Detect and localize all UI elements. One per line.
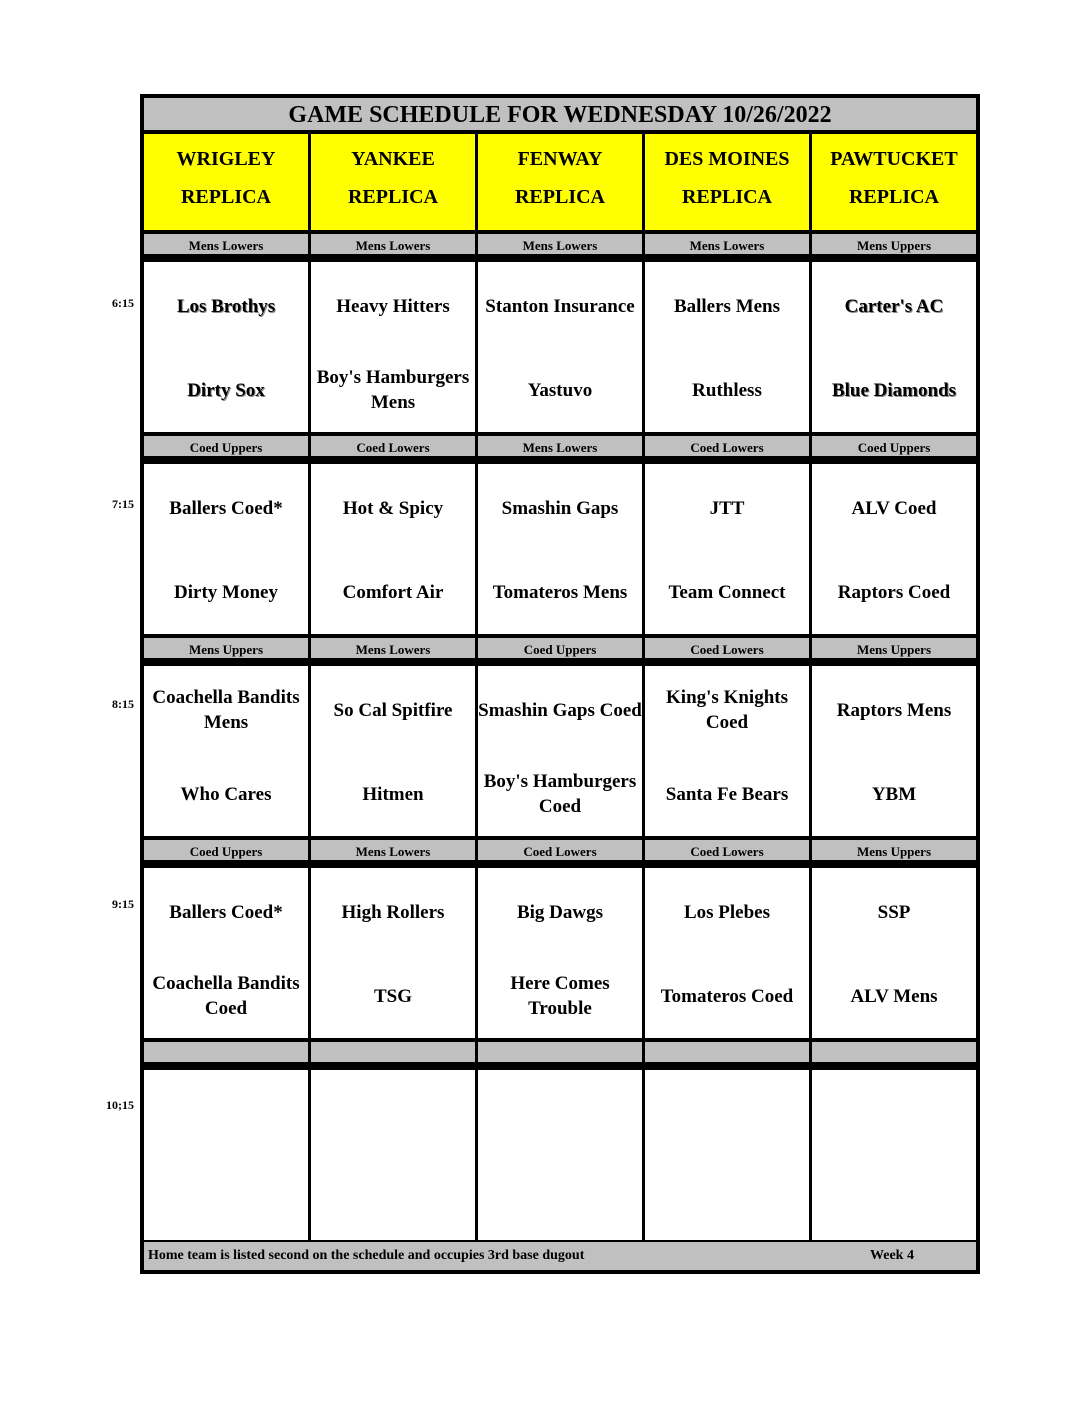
home-team: Raptors Coed — [837, 581, 951, 603]
division-label: Coed Lowers — [645, 434, 809, 458]
game-cell — [478, 462, 642, 634]
away-team: Smashin Gaps Coed — [478, 699, 642, 721]
home-team: Hitmen — [362, 783, 424, 805]
game-cell — [144, 462, 308, 634]
home-team: YBM — [871, 783, 917, 805]
division-label: Coed Uppers — [812, 434, 976, 458]
away-team: Los Plebes — [683, 901, 771, 923]
home-team: Team Connect — [668, 581, 786, 603]
field-name: DES MOINES — [664, 148, 790, 170]
game-cell — [311, 462, 475, 634]
home-team: Tomateros Mens — [492, 581, 628, 603]
field-subtitle: REPLICA — [848, 186, 939, 208]
game-cell — [144, 260, 308, 432]
home-team: Who Cares — [180, 783, 272, 805]
schedule-title: GAME SCHEDULE FOR WEDNESDAY 10/26/2022 — [144, 98, 976, 132]
division-label: Mens Lowers — [478, 434, 642, 458]
division-label — [144, 1040, 308, 1064]
away-team — [144, 1084, 308, 1144]
field-subtitle: REPLICA — [180, 186, 271, 208]
game-cell — [812, 866, 976, 1038]
away-team: SSP — [877, 901, 911, 923]
away-team: ALV Coed — [851, 497, 937, 519]
away-team: Heavy Hitters — [336, 295, 450, 317]
division-label: Mens Uppers — [812, 636, 976, 660]
field-name: PAWTUCKET — [830, 148, 958, 170]
game-cell — [645, 866, 809, 1038]
field-name: YANKEE — [351, 148, 435, 170]
schedule-sheet — [140, 94, 980, 1274]
game-cell — [144, 1068, 308, 1240]
division-label: Coed Lowers — [478, 838, 642, 862]
home-team: Tomateros Coed — [660, 985, 794, 1007]
division-label: Mens Uppers — [812, 838, 976, 862]
field-header — [812, 134, 976, 230]
away-team: High Rollers — [341, 901, 445, 923]
time-label: 8:15 — [112, 697, 134, 711]
time-label: 9:15 — [112, 897, 134, 911]
schedule-footer — [144, 1240, 976, 1270]
away-team: So Cal Spitfire — [333, 699, 453, 721]
field-header — [645, 134, 809, 230]
home-team: Coachella Bandits Coed — [152, 973, 300, 1019]
time-label: 6:15 — [112, 296, 134, 310]
away-team: Ballers Coed* — [169, 497, 283, 519]
home-team: Blue Diamonds — [831, 379, 957, 401]
time-label: 10;15 — [106, 1098, 134, 1112]
game-cell — [812, 664, 976, 836]
division-label — [478, 1040, 642, 1064]
division-label: Coed Uppers — [478, 636, 642, 660]
footer-note: Home team is listed second on the schedule and occupies 3rd base dugout — [148, 1248, 585, 1263]
home-team: Comfort Air — [342, 581, 444, 603]
division-label: Coed Lowers — [645, 838, 809, 862]
home-team: TSG — [373, 985, 413, 1007]
game-cell — [144, 664, 308, 836]
game-cell — [645, 260, 809, 432]
game-cell — [311, 1068, 475, 1240]
field-header — [311, 134, 475, 230]
field-header — [478, 134, 642, 230]
away-team: Coachella Bandits Mens — [152, 687, 300, 733]
division-label: Mens Lowers — [478, 232, 642, 256]
game-cell — [812, 462, 976, 634]
away-team: Big Dawgs — [516, 901, 604, 923]
game-cell — [311, 260, 475, 432]
game-cell — [478, 1068, 642, 1240]
game-cell — [144, 866, 308, 1038]
away-team: Raptors Mens — [836, 699, 952, 721]
home-team: Boy's Hamburgers Coed — [483, 771, 637, 817]
division-label: Mens Lowers — [311, 838, 475, 862]
home-team: Santa Fe Bears — [665, 783, 789, 805]
home-team: Yastuvo — [527, 379, 593, 401]
game-cell — [478, 260, 642, 432]
home-team — [144, 1158, 308, 1238]
away-team: Hot & Spicy — [342, 497, 444, 519]
game-cell — [478, 664, 642, 836]
division-label — [645, 1040, 809, 1064]
game-cell — [645, 1068, 809, 1240]
field-subtitle: REPLICA — [514, 186, 605, 208]
field-name: FENWAY — [517, 148, 603, 170]
division-label: Coed Lowers — [645, 636, 809, 660]
home-team: ALV Mens — [850, 985, 938, 1007]
division-label: Mens Uppers — [812, 232, 976, 256]
game-cell — [478, 866, 642, 1038]
home-team — [645, 1158, 809, 1238]
game-cell — [311, 664, 475, 836]
division-label: Mens Uppers — [144, 636, 308, 660]
game-cell — [812, 1068, 976, 1240]
division-label: Mens Lowers — [311, 636, 475, 660]
away-team — [645, 1084, 809, 1144]
home-team: Dirty Sox — [187, 379, 265, 401]
away-team: Smashin Gaps — [501, 497, 619, 519]
away-team: Ballers Coed* — [169, 901, 283, 923]
away-team: Ballers Mens — [673, 295, 781, 317]
away-team: Carter's AC — [844, 295, 944, 317]
division-label — [311, 1040, 475, 1064]
home-team: Boy's Hamburgers Mens — [316, 367, 470, 413]
game-cell — [645, 664, 809, 836]
division-label: Coed Uppers — [144, 434, 308, 458]
game-cell — [311, 866, 475, 1038]
field-name: WRIGLEY — [176, 148, 276, 170]
away-team: King's Knights Coed — [666, 687, 788, 733]
division-label: Coed Uppers — [144, 838, 308, 862]
time-label: 7:15 — [112, 497, 134, 511]
away-team: Stanton Insurance — [485, 295, 635, 317]
field-subtitle: REPLICA — [347, 186, 438, 208]
division-label: Mens Lowers — [311, 232, 475, 256]
division-label — [812, 1040, 976, 1064]
field-subtitle: REPLICA — [681, 186, 772, 208]
home-team — [478, 1158, 642, 1238]
home-team: Here Comes Trouble — [510, 973, 610, 1019]
home-team — [311, 1158, 475, 1238]
division-label: Mens Lowers — [645, 232, 809, 256]
home-team — [812, 1158, 976, 1238]
home-team: Ruthless — [692, 379, 762, 401]
home-team: Dirty Money — [174, 581, 278, 603]
division-label: Mens Lowers — [144, 232, 308, 256]
week-label: Week 4 — [870, 1248, 914, 1263]
away-team — [311, 1084, 475, 1144]
field-header — [144, 134, 308, 230]
game-cell — [645, 462, 809, 634]
away-team: JTT — [709, 497, 745, 519]
away-team — [812, 1084, 976, 1144]
away-team: Los Brothys — [176, 295, 276, 317]
away-team — [478, 1084, 642, 1144]
game-cell — [812, 260, 976, 432]
division-label: Coed Lowers — [311, 434, 475, 458]
